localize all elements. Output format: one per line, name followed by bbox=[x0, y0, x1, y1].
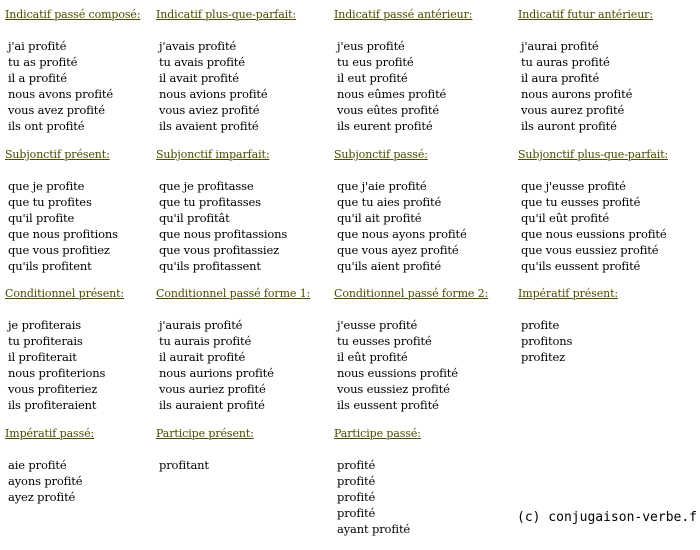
conjugated-form: que tu eusses profité bbox=[521, 195, 641, 209]
tense-heading[interactable]: Participe passé: bbox=[334, 427, 421, 440]
conjugated-form: vous eussiez profité bbox=[337, 382, 450, 396]
conjugated-form: vous profiteriez bbox=[8, 382, 98, 396]
conjugated-form: ils eussent profité bbox=[337, 398, 439, 412]
conjugated-form: profitant bbox=[159, 458, 209, 472]
tense-heading[interactable]: Indicatif plus-que-parfait: bbox=[156, 8, 297, 21]
tense-heading[interactable]: Subjonctif plus-que-parfait: bbox=[518, 148, 669, 161]
conjugated-form: profité bbox=[337, 458, 376, 472]
conjugated-form: vous avez profité bbox=[8, 103, 105, 117]
conjugated-form: il aura profité bbox=[521, 71, 600, 85]
conjugated-form: que j'eusse profité bbox=[521, 179, 626, 193]
tense-heading[interactable]: Conditionnel présent: bbox=[5, 287, 125, 300]
tense-heading[interactable]: Subjonctif présent: bbox=[5, 148, 110, 161]
conjugation-list bbox=[159, 317, 274, 413]
conjugation-list bbox=[8, 317, 105, 413]
tense-heading[interactable]: Indicatif passé composé: bbox=[5, 8, 141, 21]
conjugation-list bbox=[337, 457, 410, 537]
conjugated-form: tu auras profité bbox=[521, 55, 610, 69]
conjugated-form: ils eurent profité bbox=[337, 119, 433, 133]
conjugated-form: que nous ayons profité bbox=[337, 227, 467, 241]
conjugated-form: nous aurions profité bbox=[159, 366, 274, 380]
conjugated-form: profitez bbox=[521, 350, 566, 364]
conjugated-form: il avait profité bbox=[159, 71, 239, 85]
conjugated-form: que vous eussiez profité bbox=[521, 243, 659, 257]
conjugated-form: profité bbox=[337, 490, 376, 504]
conjugation-list bbox=[337, 317, 458, 413]
conjugated-form: ils auront profité bbox=[521, 119, 617, 133]
conjugated-form: que vous ayez profité bbox=[337, 243, 459, 257]
conjugated-form: nous avons profité bbox=[8, 87, 113, 101]
conjugated-form: j'eus profité bbox=[337, 39, 405, 53]
conjugated-form: qu'il eût profité bbox=[521, 211, 610, 225]
conjugated-form: ayant profité bbox=[337, 522, 411, 536]
conjugated-form: que j'aie profité bbox=[337, 179, 427, 193]
conjugated-form: ayons profité bbox=[8, 474, 83, 488]
conjugated-form: il aurait profité bbox=[159, 350, 246, 364]
conjugated-form: il profiterait bbox=[8, 350, 77, 364]
conjugation-list bbox=[159, 457, 209, 473]
conjugated-form: que vous profitiez bbox=[8, 243, 110, 257]
conjugated-form: que vous profitassiez bbox=[159, 243, 280, 257]
tense-heading[interactable]: Indicatif passé antérieur: bbox=[334, 8, 473, 21]
conjugated-form: ils ont profité bbox=[8, 119, 85, 133]
conjugated-form: qu'ils profitent bbox=[8, 259, 92, 273]
conjugated-form: tu aurais profité bbox=[159, 334, 252, 348]
conjugated-form: tu profiterais bbox=[8, 334, 83, 348]
conjugated-form: que nous profitions bbox=[8, 227, 118, 241]
conjugated-form: il a profité bbox=[8, 71, 67, 85]
conjugated-form: que je profitasse bbox=[159, 179, 254, 193]
conjugated-form: j'aurais profité bbox=[159, 318, 243, 332]
conjugated-form: vous auriez profité bbox=[159, 382, 266, 396]
conjugated-form: il eût profité bbox=[337, 350, 408, 364]
conjugated-form: ils auraient profité bbox=[159, 398, 265, 412]
conjugated-form: ils profiteraient bbox=[8, 398, 97, 412]
tense-heading[interactable]: Conditionnel passé forme 1: bbox=[156, 287, 311, 300]
conjugation-list bbox=[521, 38, 632, 134]
conjugated-form: profité bbox=[337, 506, 376, 520]
conjugation-list bbox=[159, 38, 268, 134]
tense-heading[interactable]: Impératif passé: bbox=[5, 427, 95, 440]
conjugated-form: tu avais profité bbox=[159, 55, 245, 69]
conjugated-form: tu eus profité bbox=[337, 55, 414, 69]
conjugated-form: tu as profité bbox=[8, 55, 78, 69]
conjugated-form: nous eûmes profité bbox=[337, 87, 447, 101]
conjugated-form: tu eusses profité bbox=[337, 334, 432, 348]
conjugation-list bbox=[8, 38, 113, 134]
conjugated-form: profite bbox=[521, 318, 560, 332]
tense-heading[interactable]: Conditionnel passé forme 2: bbox=[334, 287, 489, 300]
tense-heading[interactable]: Participe présent: bbox=[156, 427, 254, 440]
conjugated-form: vous aviez profité bbox=[159, 103, 260, 117]
tense-heading[interactable]: Subjonctif imparfait: bbox=[156, 148, 270, 161]
conjugated-form: profitons bbox=[521, 334, 573, 348]
conjugated-form: il eut profité bbox=[337, 71, 408, 85]
conjugated-form: aie profité bbox=[8, 458, 67, 472]
conjugated-form: qu'ils eussent profité bbox=[521, 259, 641, 273]
conjugated-form: j'eusse profité bbox=[337, 318, 418, 332]
conjugated-form: nous aurons profité bbox=[521, 87, 633, 101]
conjugation-list bbox=[521, 317, 572, 365]
conjugated-form: je profiterais bbox=[8, 318, 82, 332]
conjugated-form: qu'ils profitassent bbox=[159, 259, 261, 273]
conjugation-list bbox=[159, 178, 287, 274]
conjugated-form: que tu aies profité bbox=[337, 195, 442, 209]
tense-heading[interactable]: Subjonctif passé: bbox=[334, 148, 428, 161]
conjugated-form: que tu profitasses bbox=[159, 195, 261, 209]
conjugated-form: profité bbox=[337, 474, 376, 488]
conjugated-form: que nous eussions profité bbox=[521, 227, 667, 241]
tense-heading[interactable]: Indicatif futur antérieur: bbox=[518, 8, 653, 21]
conjugated-form: qu'il profitât bbox=[159, 211, 230, 225]
conjugation-list bbox=[8, 178, 118, 274]
conjugation-list bbox=[8, 457, 82, 505]
conjugated-form: nous profiterions bbox=[8, 366, 106, 380]
conjugated-form: j'avais profité bbox=[159, 39, 237, 53]
conjugation-list bbox=[337, 38, 446, 134]
conjugation-list bbox=[337, 178, 467, 274]
conjugated-form: qu'il profite bbox=[8, 211, 75, 225]
conjugated-form: qu'ils aient profité bbox=[337, 259, 442, 273]
conjugated-form: que nous profitassions bbox=[159, 227, 288, 241]
conjugated-form: nous eussions profité bbox=[337, 366, 458, 380]
conjugated-form: que je profite bbox=[8, 179, 85, 193]
tense-heading[interactable]: Impératif présent: bbox=[518, 287, 619, 300]
conjugated-form: j'ai profité bbox=[8, 39, 67, 53]
conjugated-form: qu'il ait profité bbox=[337, 211, 422, 225]
conjugated-form: j'aurai profité bbox=[521, 39, 599, 53]
copyright-notice: (c) conjugaison-verbe.f bbox=[517, 510, 698, 525]
conjugated-form: vous aurez profité bbox=[521, 103, 625, 117]
conjugated-form: vous eûtes profité bbox=[337, 103, 440, 117]
conjugated-form: ayez profité bbox=[8, 490, 76, 504]
conjugated-form: que tu profites bbox=[8, 195, 92, 209]
conjugated-form: nous avions profité bbox=[159, 87, 268, 101]
conjugated-form: ils avaient profité bbox=[159, 119, 259, 133]
conjugation-list bbox=[521, 178, 667, 274]
